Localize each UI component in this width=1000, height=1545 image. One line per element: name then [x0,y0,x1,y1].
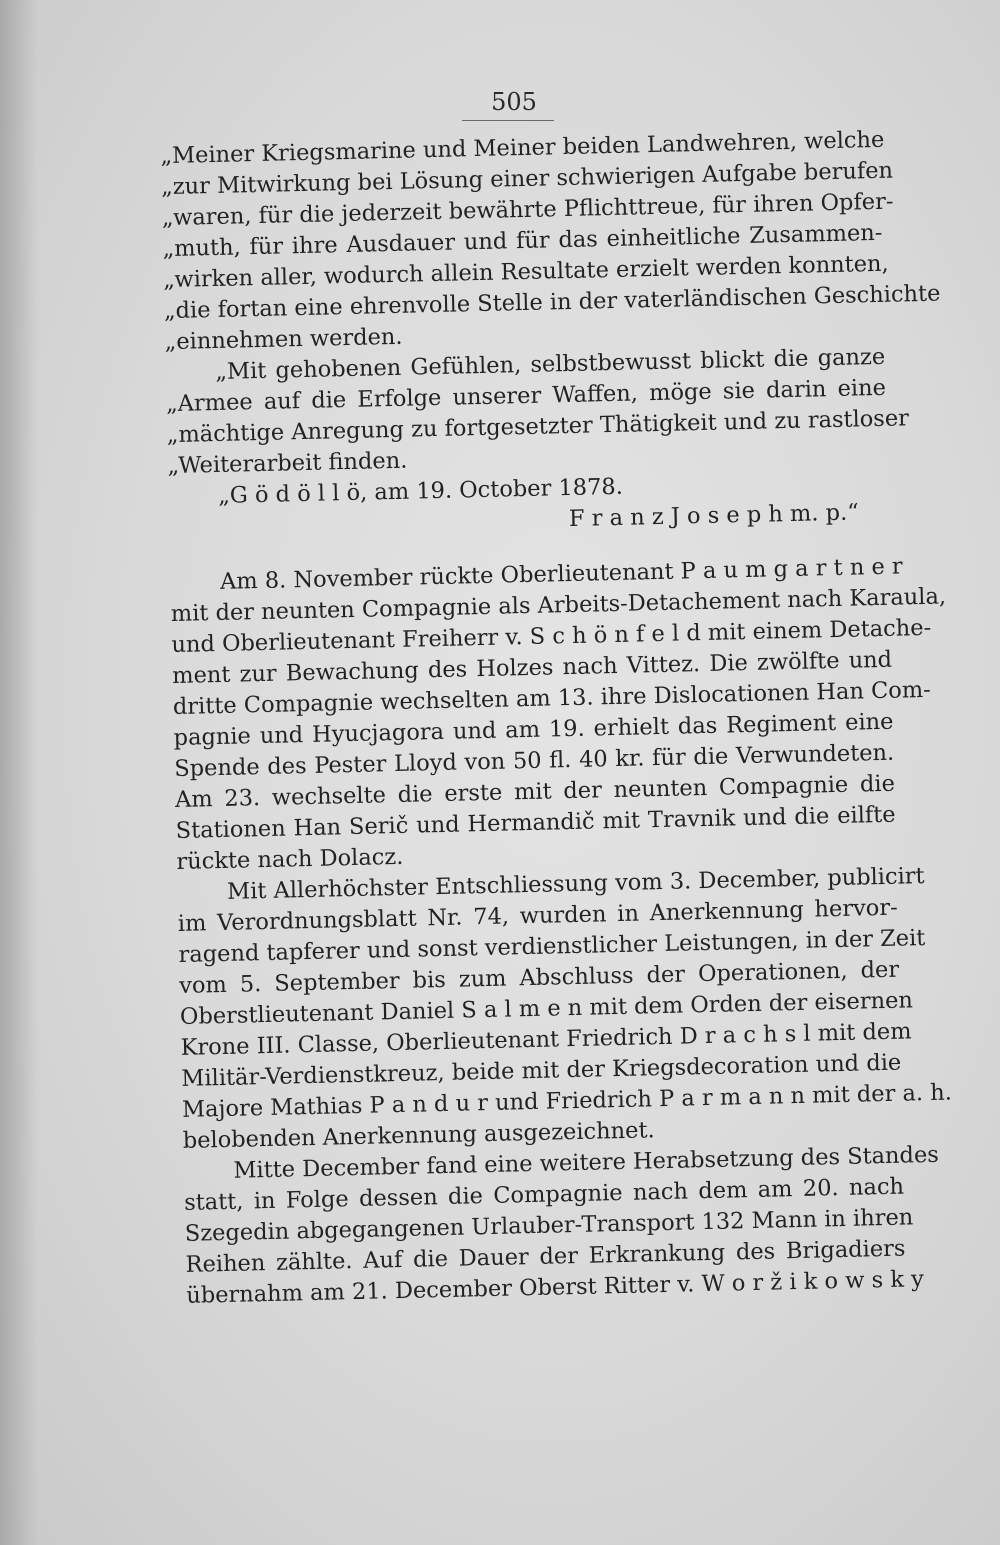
text-line: „muth, für ihre Ausdauer und für das einheitliche Zusammen- [162,219,883,263]
text-line: „Meiner Kriegsmarine und Meiner beiden Landwehren, welche [160,126,885,170]
text-line: statt, in Folge dessen die Compagnie nach dem am 20. nach [183,1173,905,1216]
text-line: „Weiterarbeit finden. [167,447,408,480]
text-line: Oberstlieutenant Daniel S a l m e n mit dem Orden der eisernen [179,987,914,1030]
text-line: Spende des Pester Lloyd von 50 fl. 40 kr. für die Verwundeten. [174,739,895,783]
text-line: Mit Allerhöchster Entschliessung vom 3. December, publicirt [226,863,925,905]
page-number: 505 [491,88,537,116]
text-line: Stationen Han Serič und Hermandič mit Travnik und die eilfte [175,801,896,844]
text-line: F r a n z J o s e p h m. p.“ [568,499,859,532]
text-line: Majore Mathias P a n d u r und Friedrich P a r m a n n mit der a. h. [181,1079,953,1123]
text-line: Krone III. Classe, Oberlieutenant Friedrich D r a c h s l mit dem [180,1018,912,1061]
text-line: „waren, für die jederzeit bewährte Pflichttreue, für ihren Opfer- [161,188,894,232]
body-text [160,125,953,1312]
text-line: „zur Mitwirkung bei Lösung einer schwierigen Aufgabe berufen [160,157,894,201]
text-line: pagnie und Hyucjagora und am 19. erhielt das Regiment eine [173,708,894,752]
text-line: rückte nach Dolacz. [176,843,404,875]
text-line: und Oberlieutenant Freiherr v. S c h ö n f e l d mit einem Detache- [171,614,932,659]
header-rule [462,120,554,121]
text-line: Mitte December fand eine weitere Herabsetzung des Standes [233,1141,940,1184]
text-line: „G ö d ö l l ö, am 19. October 1878. [217,473,624,509]
text-line: Am 8. November rückte Oberlieutenant P a u m g a r t n e r [219,553,903,595]
text-line: übernahm am 21. December Oberst Ritter v. W o r ž i k o w s k y [186,1266,925,1309]
text-line: „mächtige Anregung zu fortgesetzter Thätigkeit und zu rastloser [166,405,910,449]
text-line: „einnehmen werden. [164,323,403,356]
text-line: Reihen zählte. Auf die Dauer der Erkrankung des Brigadiers [185,1235,906,1278]
text-line: „wirken aller, wodurch allein Resultate erzielt werden konnten, [162,250,889,294]
text-line: „Mit gehobenen Gefühlen, selbstbewusst blickt die ganze [215,343,886,385]
text-line: Am 23. wechselte die erste mit der neunten Compagnie die [174,770,896,813]
text-line: vom 5. September bis zum Abschluss der Operationen, der [178,956,900,999]
text-line: Militär-Verdienstkreuz, beide mit der Kriegsdecoration und die [181,1049,902,1092]
text-line: ment zur Bewachung des Holzes nach Vittez. Die zwölfte und [171,646,893,690]
text-line: „die fortan eine ehrenvolle Stelle in der vaterländischen Geschichte [163,280,941,325]
text-line: mit der neunten Compagnie als Arbeits-Detachement nach Karaula, [170,583,947,628]
text-line: ragend tapferer und sonst verdienstlicher Leistungen, in der Zeit [178,925,926,968]
binding-shadow [0,0,38,1545]
text-line: dritte Compagnie wechselten am 13. ihre Dislocationen Han Com- [172,676,932,721]
text-line: belobenden Anerkennung ausgezeichnet. [182,1117,655,1154]
text-line: im Verordnungsblatt Nr. 74, wurden in Anerkennung hervor- [177,894,898,937]
text-line: „Armee auf die Erfolge unserer Waffen, möge sie darin eine [165,374,887,418]
text-line: Szegedin abgegangenen Urlauber-Transport 132 Mann in ihren [184,1204,914,1247]
